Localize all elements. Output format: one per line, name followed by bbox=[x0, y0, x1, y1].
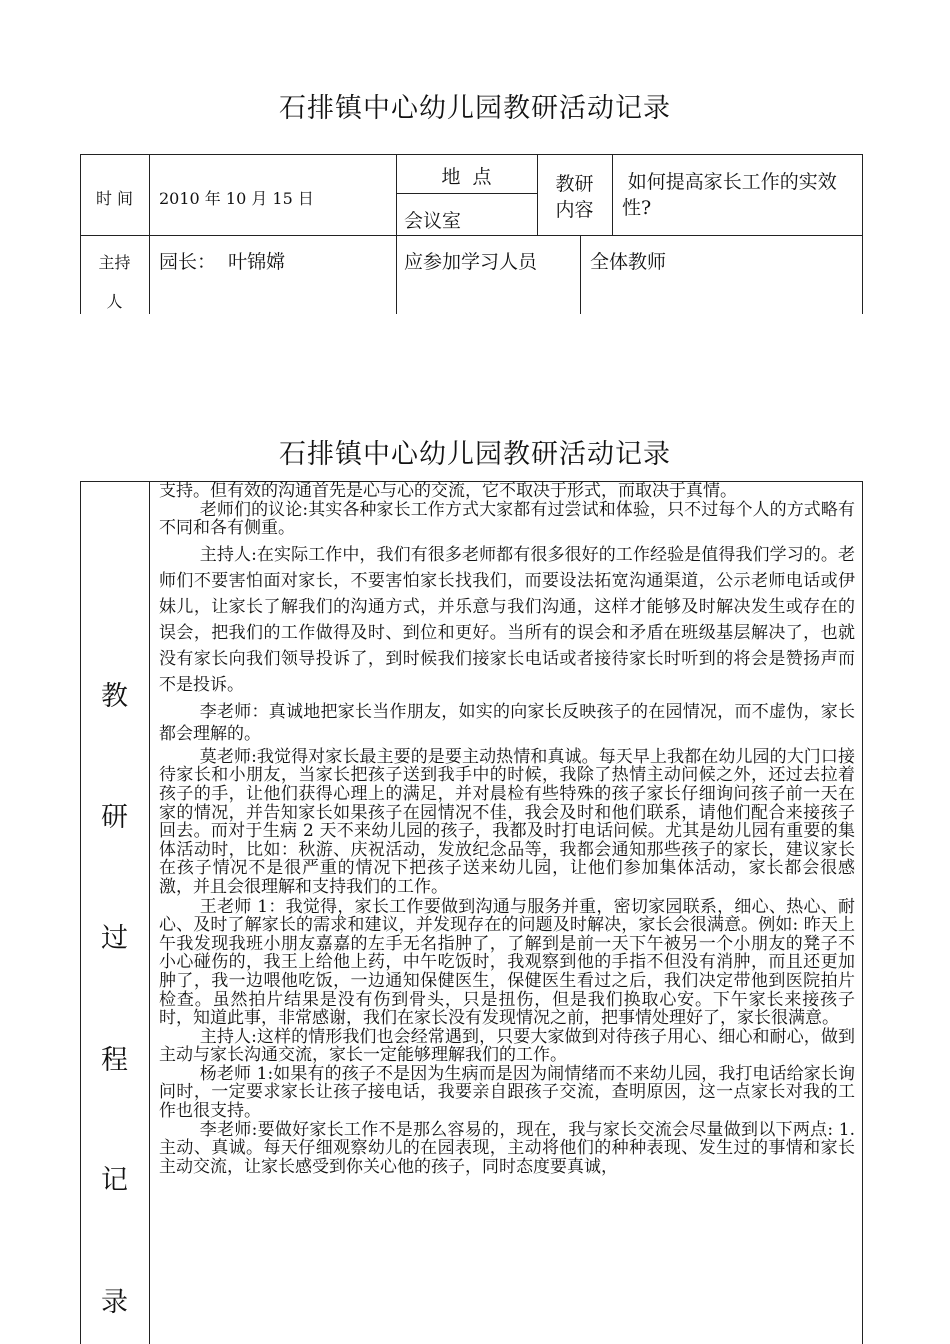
record-paragraph: 王老师 1：我觉得，家长工作要做到沟通与服务并重，密切家园联系，细心、热心、耐心、及时了解家长的需求和建议，并发现存在的问题及时解决，家长会很满意。例如: 昨天上午我发现我班小朋友嘉嘉的左手无名指肿了，了解到是前一天下午被另一个小朋友的凳子不小心碰伤的，我王上给他上药，中午吃饭时，我观察到他的手指不但没有消肿，而且还更加肿了，我一边喂他吃饭，一边通知保健医生，保健医生看过之后，我们决定带他到医院拍片检查。虽然拍片结果是没有伤到骨头，只是扭伤，但是我们换取心安。下午家长来接孩子时，知道此事，非常感谢，我们在家长没有发现情况之前，把事情处理好了，家长很满意。 bbox=[159, 896, 855, 1029]
side-label-char-1: 教 bbox=[101, 681, 128, 712]
side-label-char-2: 研 bbox=[101, 802, 128, 833]
side-label-char-6: 录 bbox=[101, 1287, 128, 1318]
time-value: 2010 年 10 月 15 日 bbox=[159, 189, 314, 208]
record-paragraph: 老师们的议论:其实各种家长工作方式大家都有过尝试和体验，只不过每个人的方式略有不同和各有侧重。 bbox=[159, 499, 855, 539]
record-paragraph: 李老师：真诚地把家长当作朋友，如实的向家长反映孩子的在园情况，而不虚伪，家长都会理解的。 bbox=[159, 701, 855, 744]
host-label-line2: 人 bbox=[106, 292, 123, 311]
topic-label-line1: 教研 bbox=[555, 173, 594, 195]
record-body bbox=[159, 482, 855, 1176]
topic-value: 如何提高家长工作的实效性? bbox=[622, 171, 837, 219]
time-label: 时 间 bbox=[95, 189, 134, 208]
attendees-value: 全体教师 bbox=[590, 251, 667, 273]
place-value: 会议室 bbox=[404, 210, 462, 232]
side-label-char-4: 程 bbox=[101, 1045, 128, 1076]
record-paragraph: 李老师:要做好家长工作不是那么容易的，现在，我与家长交流会尽量做到以下两点: 1.主动、真诚。每天仔细观察幼儿的在园表现，主动将他们的种种表现、发生过的事情和家长主动交流，让家长感受到你关心他的孩子，同时态度要真诚， bbox=[159, 1119, 855, 1177]
attendees-label: 应参加学习人员 bbox=[404, 251, 538, 273]
place-label: 地 点 bbox=[441, 166, 492, 188]
side-label-char-3: 过 bbox=[101, 923, 128, 954]
record-paragraph: 支持。但有效的沟通首先是心与心的交流，它不取决于形式，而取决于真情。 bbox=[159, 481, 737, 501]
page1-title: 石排镇中心幼儿园教研活动记录 bbox=[279, 93, 671, 124]
record-paragraph: 主持人:在实际工作中，我们有很多老师都有很多很好的工作经验是值得我们学习的。老师们不要害怕面对家长，不要害怕家长找我们，而要设法拓宽沟通渠道，公示老师电话或伊妹儿，让家长了解我们的沟通方式，并乐意与我们沟通，这样才能够及时解决发生或存在的误会，把我们的工作做得及时、到位和更好。当所有的误会和矛盾在班级基层解决了，也就没有家长向我们领导投诉了，到时候我们接家长电话或者接待家长时听到的将会是赞扬声而不是投诉。 bbox=[159, 544, 855, 695]
page2-title: 石排镇中心幼儿园教研活动记录 bbox=[279, 439, 671, 470]
host-value: 园长： 叶锦嫦 bbox=[159, 251, 286, 273]
side-label-char-5: 记 bbox=[101, 1165, 128, 1196]
record-paragraph: 莫老师:我觉得对家长最主要的是要主动热情和真诚。每天早上我都在幼儿园的大门口接待家长和小朋友，当家长把孩子送到我手中的时候，我除了热情主动问候之外，还过去拉着孩子的手，让他们获得心理上的满足，并对晨检有些特殊的孩子家长仔细询问孩子前一天在家的情况，并告知家长如果孩子在园情况不佳，我会及时和他们联系，请他们配合来接孩子回去。而对于生病 2 天不来幼儿园的孩子，我都及时打电话问候。尤其是幼儿园有重要的集体活动时，比如：秋游、庆祝活动，发放纪念品等，我都会通知那些孩子的家长，建议家长在孩子情况不是很严重的情况下把孩子送来幼儿园，让他们参加集体活动，家长都会很感激，并且会很理解和支持我们的工作。 bbox=[159, 746, 855, 897]
record-paragraph: 杨老师 1:如果有的孩子不是因为生病而是因为闹情绪而不来幼儿园，我打电话给家长询问时，一定要求家长让孩子接电话，我要亲自跟孩子交流，查明原因，这一点家长对我的工作也很支持。 bbox=[159, 1063, 855, 1122]
record-paragraph: 主持人:这样的情形我们也会经常遇到，只要大家做到对待孩子用心、细心和耐心，做到主动与家长沟通交流，家长一定能够理解我们的工作。 bbox=[159, 1026, 855, 1066]
topic-label-line2: 内容 bbox=[555, 199, 594, 221]
host-label-line1: 主持 bbox=[98, 253, 131, 272]
